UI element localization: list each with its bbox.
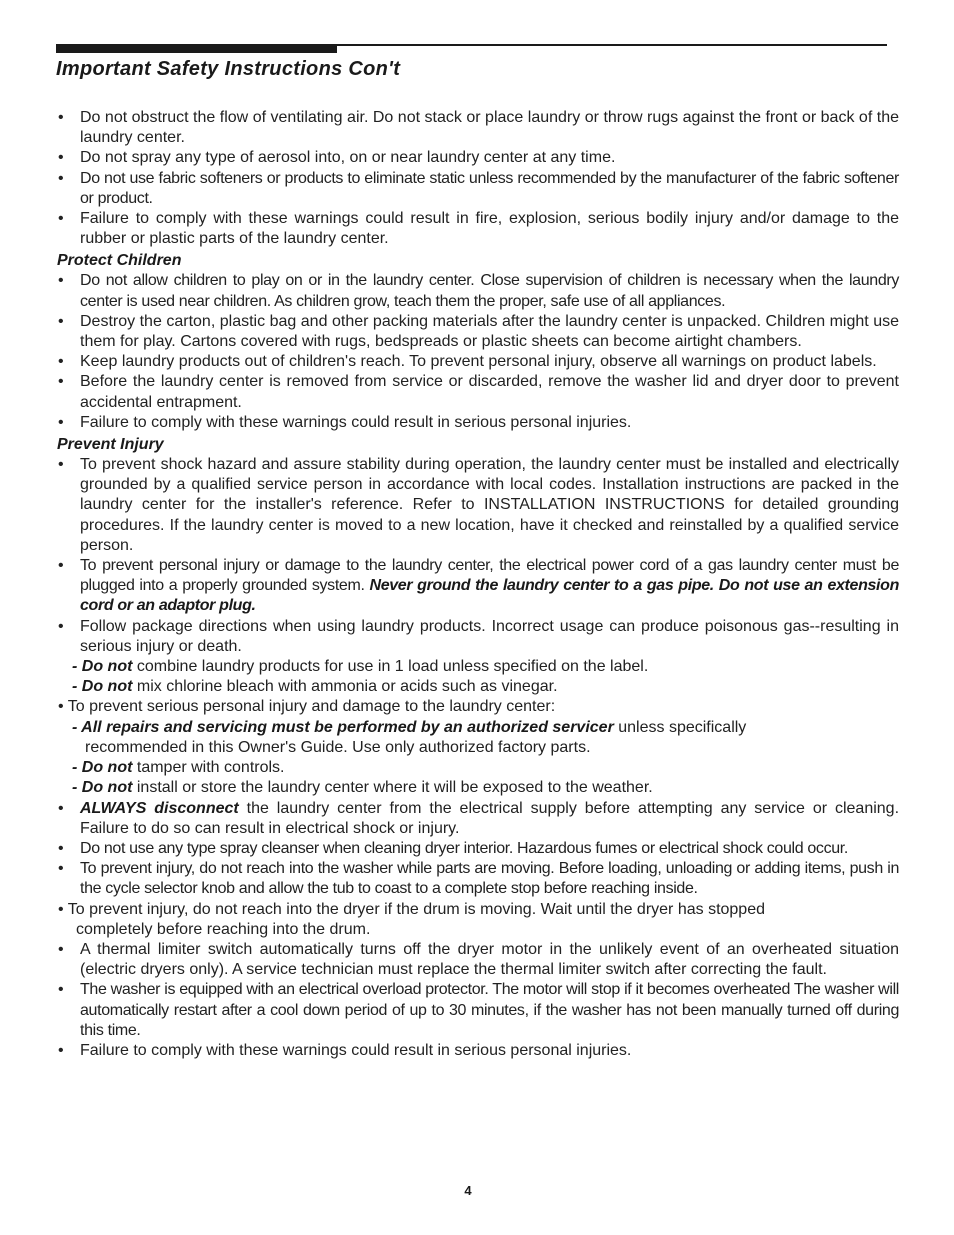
list-item: • Do not obstruct the flow of ventilating air. Do not stack or place laundry or throw rugs against the front or back of the laundry center. — [58, 109, 899, 147]
list-item: • Destroy the carton, plastic bag and other packing materials after the laundry center is unpacked. Children might use them for play. Cartons covered with rugs, bedspreads or plastic sheets can become airtight chambers. — [58, 312, 899, 351]
list-item: • Failure to comply with these warnings could result in serious personal injuries. — [56, 413, 899, 433]
bullet-icon: • — [58, 860, 64, 878]
section-heading-prevent-injury: Prevent Injury — [57, 436, 164, 454]
bullet-icon: • — [58, 169, 64, 187]
bullet-icon: • — [58, 373, 64, 391]
bullet-icon: • — [58, 353, 64, 371]
list-item: • Do not use fabric softeners or products to eliminate static unless recommended by the manufacturer of the fabric softener or product. — [58, 169, 899, 207]
list-item: • Do not allow children to play on or in the laundry center. Close supervision of children is necessary when the laundry center is used near children. As children grow, teach them the proper, safe use of all appliances. — [58, 272, 899, 310]
list-item: • ALWAYS disconnect the laundry center from the electrical supply before attempting any service or cleaning. Failure to do so can result in electrical shock or injury. — [58, 799, 900, 837]
list-item: • To prevent injury, do not reach into the dryer if the drum is moving. Wait until the dryer has stopped completely before reaching into the drum. — [58, 900, 765, 938]
page-title: Important Safety Instructions Con't — [56, 58, 401, 80]
bullet-icon: • — [58, 799, 64, 817]
list-item: • Do not use any type spray cleanser when cleaning dryer interior. Hazardous fumes or electrical shock could occur. — [56, 839, 899, 859]
list-item: • To prevent serious personal injury and damage to the laundry center: — [58, 698, 556, 716]
bullet-icon: • — [58, 210, 64, 228]
list-item: • To prevent injury, do not reach into the washer while parts are moving. Before loading, unloading or adding items, push in the cycle selector knob and allow the tub to coast to a complete stop before reaching inside. — [58, 860, 899, 898]
list-item: • Keep laundry products out of children's reach. To prevent personal injury, observe all warnings on product labels. — [56, 352, 899, 372]
bullet-icon: • — [58, 272, 64, 290]
sub-item: - Do not mix chlorine bleach with ammonia or acids such as vinegar. — [72, 678, 558, 696]
bullet-icon: • — [58, 109, 64, 126]
sub-item: - Do not combine laundry products for use in 1 load unless specified on the label. — [72, 658, 649, 676]
list-item: • Do not spray any type of aerosol into, on or near laundry center at any time. — [56, 148, 899, 168]
sub-item: - Do not tamper with controls. — [72, 759, 285, 777]
bullet-icon: • — [58, 149, 64, 167]
bullet-icon: • — [58, 900, 64, 918]
bullet-icon: • — [58, 456, 64, 474]
list-item: • Before the laundry center is removed from service or discarded, remove the washer lid and dryer door to prevent accidental entrapment. — [58, 373, 899, 411]
list-item: • Failure to comply with these warnings could result in serious personal injuries. — [56, 1041, 899, 1061]
list-item: • A thermal limiter switch automatically turns off the dryer motor in the unlikely event of an overheated situation (electric dryers only). A service technician must replace the thermal limiter switch after correcting the fault. — [58, 940, 899, 979]
list-item: • To prevent shock hazard and assure stability during operation, the laundry center must be installed and electrically grounded by a qualified service person in accordance with local codes. Installation instructions are packed in the laundry center for the installer's reference. Refer to INSTALLATION INSTRUCTIONS for detailed grounding procedures. If the laundry center is moved to a new location, have it checked and reinstalled by a qualified service person. — [58, 456, 899, 554]
page-number: 4 — [464, 1183, 472, 1198]
bullet-icon: • — [58, 698, 64, 716]
header-thick-rule — [56, 45, 337, 53]
list-item: • The washer is equipped with an electrical overload protector. The motor will stop if it becomes overheated The washer will automatically restart after a cool down period of up to 30 minutes, if the washer has not been manually turned off during this time. — [58, 981, 899, 1039]
bullet-icon: • — [58, 617, 64, 635]
warning-emphasis: Never ground the laundry center to a gas pipe. Do not use an extension cord or an adaptor plug. — [80, 577, 899, 615]
list-item: • Follow package directions when using laundry products. Incorrect usage can produce poisonous gas--resulting in serious injury or death. — [58, 617, 899, 655]
list-item: • To prevent personal injury or damage to the laundry center, the electrical power cord of a gas laundry center must be plugged into a properly grounded system. Never ground the laundry center to a gas pipe. Do not use an extension cord or an adaptor plug. — [58, 557, 899, 615]
bullet-icon: • — [58, 981, 64, 999]
bullet-icon: • — [58, 940, 64, 958]
list-item: • Failure to comply with these warnings could result in fire, explosion, serious bodily injury and/or damage to the rubber or plastic parts of the laundry center. — [58, 210, 899, 248]
bullet-icon: • — [58, 1041, 64, 1059]
sub-item: - All repairs and servicing must be performed by an authorized servicer unless specifically recommended in this Owner's Guide. Use only authorized factory parts. — [72, 718, 747, 756]
bullet-icon: • — [58, 839, 64, 857]
section-heading-protect-children: Protect Children — [57, 252, 182, 270]
bullet-icon: • — [58, 557, 64, 575]
sub-item: - Do not install or store the laundry center where it will be exposed to the weather. — [72, 779, 653, 797]
bullet-icon: • — [58, 312, 64, 330]
instructions-body — [56, 108, 899, 1061]
bullet-icon: • — [58, 413, 64, 431]
warning-emphasis: ALWAYS disconnect — [80, 799, 239, 817]
